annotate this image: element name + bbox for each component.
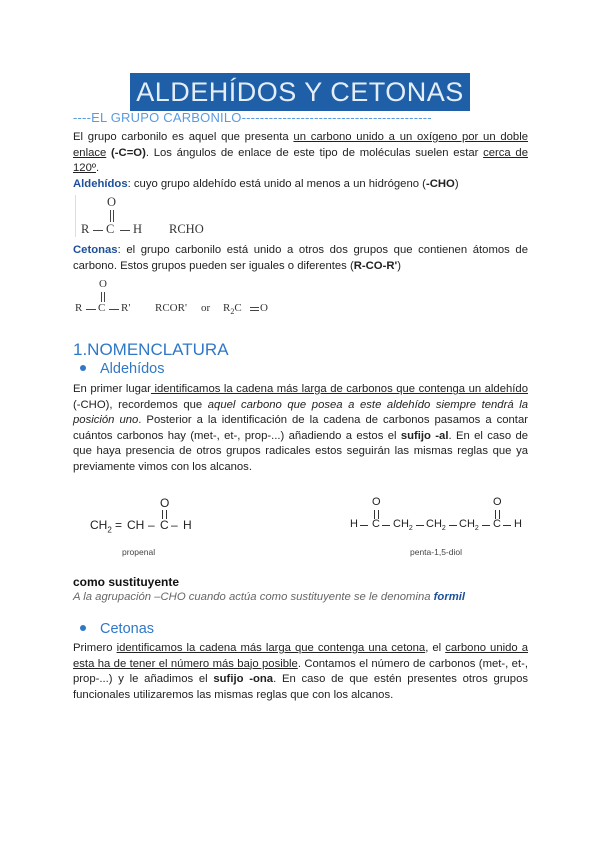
aldehyde-r: R bbox=[81, 222, 90, 236]
pentadiol-ch2b: $CH_2$ bbox=[426, 518, 446, 533]
cet-t6: sufijo bbox=[213, 673, 244, 686]
aldehidos-definition bbox=[73, 177, 528, 193]
pentadiol-ch2a: $CH_2$ bbox=[393, 518, 413, 533]
ketone-o2: O bbox=[260, 302, 268, 314]
aldehyde-condensed: RCHO bbox=[169, 222, 204, 236]
pentadiol-h2: H bbox=[514, 518, 522, 530]
aldehidos-formula: -CHO bbox=[425, 178, 455, 190]
propenal-caption: propenal bbox=[122, 547, 156, 557]
ketone-c: C bbox=[98, 302, 106, 314]
propenal-ch2: $CH_2$ bbox=[90, 518, 112, 535]
ketone-or: or bbox=[201, 302, 211, 314]
section-header: ----EL GRUPO CARBONILO------------------------------------------ bbox=[73, 110, 432, 125]
ald-t5: . Posterior a la identificación de la cadena de carbonos pasamos a contar cuántos carbonos hay (met-, et-, prop-...) añadiendo a estos el bbox=[73, 414, 528, 442]
intro-paragraph bbox=[73, 130, 528, 177]
sustituyente-body: A la agrupación –CHO cuando actúa como sustituyente se le denomina bbox=[73, 591, 434, 603]
pentadiol-ch2c: $CH_2$ bbox=[459, 518, 479, 533]
ald-t4: aquel carbono que posea a este aldehído siempre tendrá la posición uno bbox=[73, 398, 529, 427]
pentadiol-caption: penta-1,5-diol bbox=[410, 547, 462, 557]
cet-t7: -ona bbox=[249, 673, 274, 686]
propenal-ch: CH bbox=[127, 518, 145, 532]
propenal-h: H bbox=[183, 518, 192, 532]
ketone-structure bbox=[75, 278, 285, 318]
pentadiol-c5: C bbox=[493, 518, 501, 530]
propenal-eq: = bbox=[115, 518, 123, 532]
aldehidos-end: ) bbox=[454, 178, 459, 190]
propenal-o: O bbox=[160, 496, 170, 510]
sustituyente-text bbox=[73, 591, 465, 603]
aldehyde-o: O bbox=[107, 195, 117, 209]
bullet-icon bbox=[80, 625, 86, 631]
cetonas-label: Cetonas bbox=[73, 244, 118, 256]
intro-formula: (-C=O) bbox=[106, 146, 146, 159]
page-title: ALDEHÍDOS Y CETONAS bbox=[130, 73, 470, 111]
aldehyde-c: C bbox=[106, 222, 115, 236]
ald-t7: -al bbox=[435, 429, 449, 442]
cetonas-subheading-label: Cetonas bbox=[100, 621, 155, 637]
aldehyde-h: H bbox=[133, 222, 143, 236]
aldehyde-structure bbox=[75, 195, 235, 240]
propenal-c: C bbox=[160, 518, 169, 532]
pentadiol-o2: O bbox=[493, 496, 502, 508]
ketone-r2: R' bbox=[121, 302, 131, 314]
cet-t5: . Contamos el número de carbonos (met-, et-, prop-...) y le añadimos el bbox=[73, 657, 528, 686]
aldehidos-subheading bbox=[80, 361, 165, 377]
aldehidos-paragraph bbox=[73, 382, 528, 476]
nomenclatura-heading: 1.NOMENCLATURA bbox=[73, 340, 229, 359]
intro-text-2: . Los ángulos de enlace de este tipo de moléculas suelen estar bbox=[145, 146, 484, 159]
pentadiol-h1: H bbox=[350, 518, 358, 530]
ketone-o: O bbox=[99, 278, 107, 290]
ald-t2: identificamos la cadena más larga de carbonos que contenga un aldehído bbox=[150, 383, 528, 395]
intro-angle: cerca de 120º bbox=[73, 146, 528, 175]
cetonas-definition bbox=[73, 243, 528, 274]
cetonas-text: : el grupo carbonilo está unido a otros dos grupos que contienen átomos de carbono. Estos grupos pueden ser iguales o diferentes ( bbox=[73, 244, 528, 272]
aldehidos-subheading-label: Aldehídos bbox=[100, 361, 165, 377]
cet-t3: , el bbox=[425, 642, 446, 654]
cetonas-end: ) bbox=[397, 259, 401, 272]
ald-t1: En primer lugar bbox=[73, 383, 151, 395]
title-banner bbox=[0, 73, 600, 111]
intro-text: El grupo carbonilo es aquel que presenta bbox=[73, 131, 294, 143]
cet-t1: Primero bbox=[73, 642, 117, 654]
cet-t8: . En caso de que estén presentes otros grupos funcionales utilizaremos las mismas reglas que con los alcanos. bbox=[73, 673, 528, 701]
aldehidos-label: Aldehídos bbox=[73, 178, 128, 190]
propenal-dash2: – bbox=[171, 518, 178, 532]
cetonas-formula: R-CO-R' bbox=[353, 259, 398, 272]
aldehidos-text: : cuyo grupo aldehído está unido al menos a un hidrógeno ( bbox=[127, 178, 426, 190]
ald-t8: . En el caso de que haya presencia de otros grupos radicales estos seguirán las mismas reglas que ya previamente vimos con los alcanos. bbox=[73, 429, 529, 473]
ketone-condensed: RCOR' bbox=[155, 302, 187, 314]
pentadiol-o1: O bbox=[372, 496, 381, 508]
formil-term: formil bbox=[433, 591, 466, 603]
propenal-structure bbox=[90, 496, 210, 556]
pentadiol-structure bbox=[350, 496, 530, 556]
cetonas-subheading bbox=[80, 621, 154, 637]
ald-t6: sufijo bbox=[400, 429, 431, 442]
sustituyente-heading: como sustituyente bbox=[73, 575, 180, 589]
pentadiol-c1: C bbox=[372, 518, 380, 530]
intro-underlined: un carbono unido a un oxígeno por un doble enlace bbox=[73, 131, 528, 159]
cetonas-paragraph bbox=[73, 641, 528, 703]
cet-t2: identificamos la cadena más larga que contenga una cetona bbox=[116, 642, 426, 654]
bullet-icon bbox=[80, 365, 86, 371]
cet-t4: carbono unido a esta ha de tener el número más bajo posible bbox=[73, 642, 528, 670]
ald-t3: (-CHO), recordemos que bbox=[73, 398, 208, 411]
intro-end: . bbox=[95, 162, 100, 175]
ketone-r2c: $R_2C$ bbox=[223, 302, 242, 317]
ketone-r: R bbox=[75, 302, 83, 314]
propenal-dash1: – bbox=[148, 518, 155, 532]
